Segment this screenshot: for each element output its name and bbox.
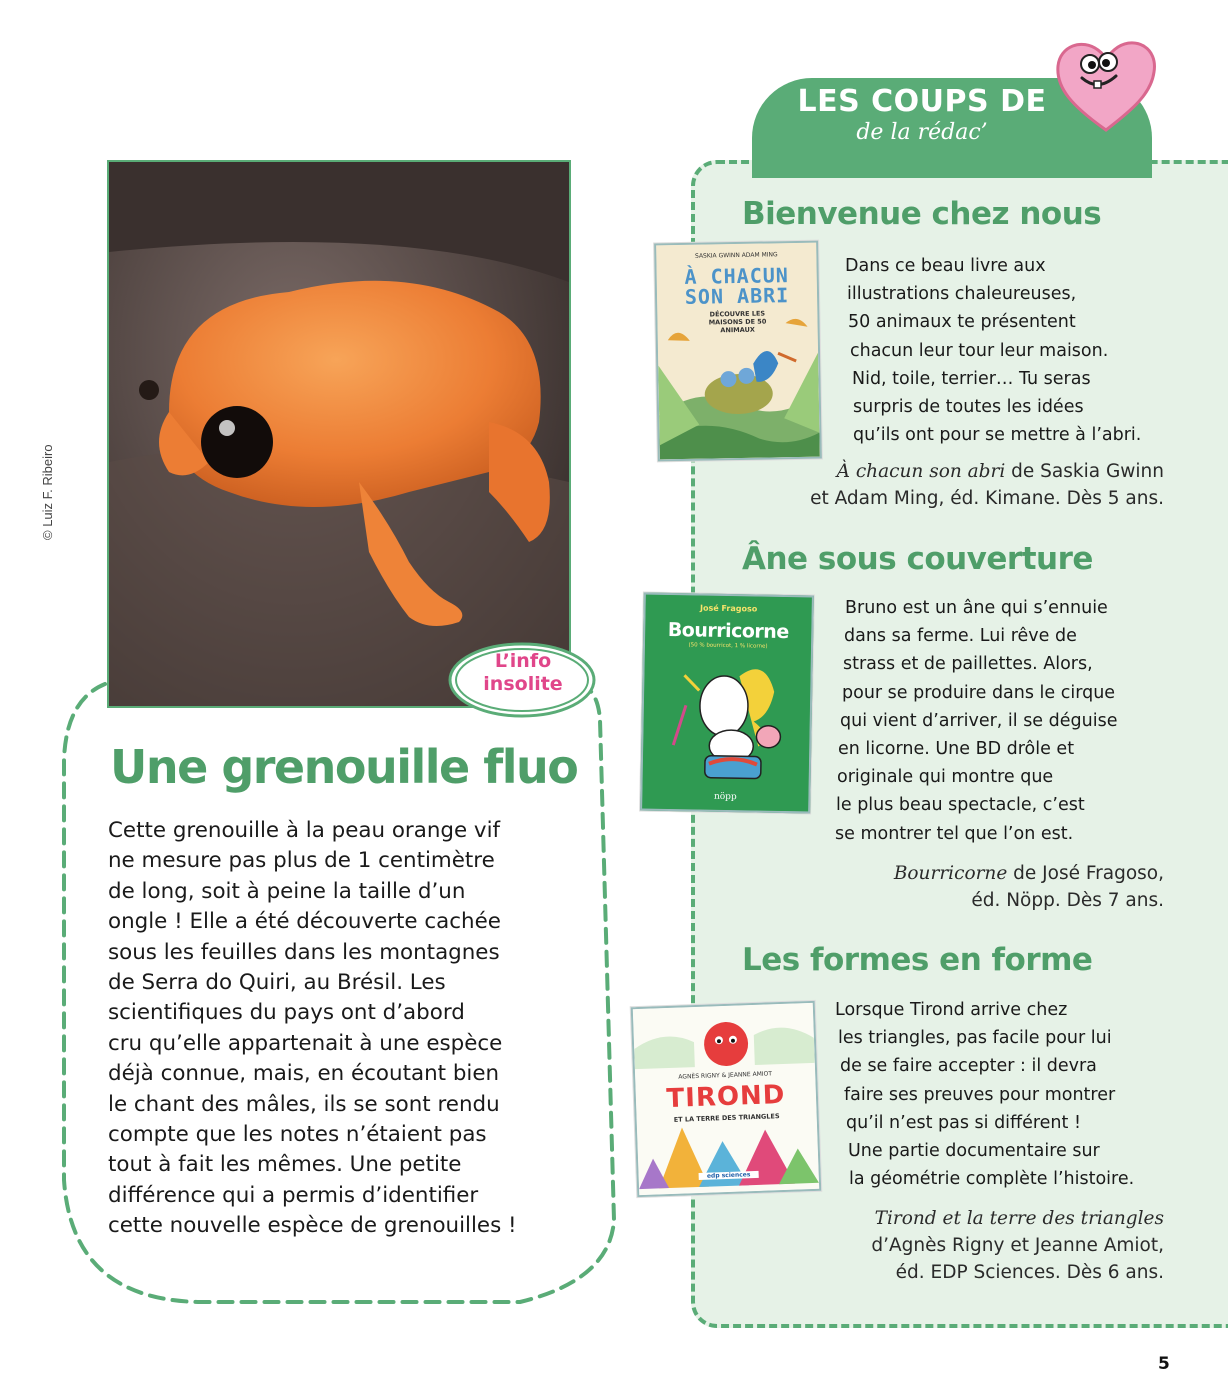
- book-work-title: À chacun son abri: [836, 461, 1006, 482]
- body-line: ne mesure pas plus de 1 centimètre: [108, 848, 495, 874]
- body-line: tout à fait les mêmes. Une petite: [108, 1152, 462, 1178]
- book-cover-tirond: [631, 1001, 822, 1197]
- credit-text: de Saskia Gwinn: [1005, 461, 1164, 482]
- badge-line: L’info: [494, 650, 552, 672]
- description-line: originale qui montre que: [837, 767, 1054, 788]
- body-line: de Serra do Quiri, au Brésil. Les: [108, 970, 446, 996]
- cover-title-line1: À CHACUN: [684, 263, 790, 289]
- description-line: le plus beau spectacle, c’est: [836, 795, 1085, 816]
- book-credit: [871, 1205, 1164, 1286]
- smiling-heart-icon: [1052, 36, 1160, 136]
- credit-text: éd. EDP Sciences. Dès 6 ans.: [895, 1262, 1164, 1283]
- description-line: Nid, toile, terrier… Tu seras: [852, 368, 1091, 389]
- cover-title-line2: SON ABRI: [684, 283, 790, 309]
- body-line: Cette grenouille à la peau orange vif: [108, 818, 501, 843]
- description-line: Lorsque Tirond arrive chez: [835, 1000, 1068, 1020]
- book-title: Bienvenue chez nous: [742, 196, 1102, 232]
- body-line: sous les feuilles dans les montagnes: [108, 939, 500, 965]
- description-line: illustrations chaleureuses,: [847, 284, 1077, 305]
- description-line: 50 animaux te présentent: [848, 312, 1076, 333]
- body-line: différence qui a permis d’identifier: [108, 1182, 479, 1208]
- section-title: LES COUPS DE: [797, 84, 1047, 119]
- credit-text: de José Fragoso,: [1007, 863, 1164, 884]
- page-number: 5: [1158, 1354, 1170, 1374]
- info-badge-label: [450, 650, 596, 696]
- body-line: de long, soit à peine la taille d’un: [108, 878, 466, 904]
- description-line: faire ses preuves pour montrer: [844, 1084, 1116, 1105]
- cover-author: José Fragoso: [699, 603, 758, 614]
- cover-title: TIROND: [666, 1079, 786, 1115]
- description-line: dans sa ferme. Lui rêve de: [844, 626, 1077, 647]
- description-line: surpris de toutes les idées: [853, 397, 1084, 418]
- description-line: se montrer tel que l’on est.: [835, 823, 1074, 844]
- credit-text: d’Agnès Rigny et Jeanne Amiot,: [871, 1235, 1164, 1256]
- body-line: cru qu’elle appartenait à une espèce: [108, 1030, 503, 1056]
- description-line: en licorne. Une BD drôle et: [838, 739, 1075, 760]
- article-title: Une grenouille fluo: [110, 740, 578, 794]
- description-line: la géométrie complète l’histoire.: [849, 1169, 1135, 1190]
- section-subtitle: de la rédac’: [856, 120, 988, 145]
- book-title: Âne sous couverture: [742, 541, 1093, 577]
- body-line: cette nouvelle espèce de grenouilles !: [108, 1213, 517, 1239]
- photo-credit: © Luiz F. Ribeiro: [40, 444, 55, 540]
- badge-line: insolite: [483, 673, 563, 695]
- description-line: les triangles, pas facile pour lui: [838, 1028, 1112, 1049]
- article-body: [108, 816, 578, 1242]
- description-line: Une partie documentaire sur: [848, 1141, 1100, 1162]
- cover-publisher: edp sciences: [699, 1171, 759, 1180]
- cover-publisher: nöpp: [713, 791, 737, 803]
- body-line: le chant des mâles, ils se sont rendu: [108, 1091, 500, 1117]
- description-line: qu’il n’est pas si différent !: [846, 1112, 1081, 1133]
- frog-photo: [107, 160, 571, 708]
- credit-text: éd. Nöpp. Dès 7 ans.: [971, 890, 1164, 911]
- cover-subtitle: (50 % bourricot, 1 % licorne): [688, 642, 768, 650]
- description-line: chacun leur tour leur maison.: [850, 340, 1109, 361]
- cover-subtitle: DÉCOUVRE LES MAISONS DE 50 ANIMAUX: [708, 309, 767, 335]
- cover-authors: SASKIA GWINN ADAM MING: [694, 251, 778, 260]
- book-cover-a-chacun-son-abri: [654, 241, 822, 462]
- description-line: strass et de paillettes. Alors,: [843, 654, 1093, 675]
- cover-subtitle: ET LA TERRE DES TRIANGLES: [673, 1112, 780, 1124]
- body-line: ongle ! Elle a été découverte cachée: [108, 909, 501, 935]
- body-line: scientifiques du pays ont d’abord: [108, 1000, 465, 1026]
- cover-authors: AGNÈS RIGNY & JEANNE AMIOT: [678, 1070, 773, 1081]
- description-line: Bruno est un âne qui s’ennuie: [845, 598, 1108, 618]
- book-work-title: Tirond et la terre des triangles: [874, 1208, 1164, 1229]
- description-line: Dans ce beau livre aux: [845, 256, 1046, 276]
- credit-text: et Adam Ming, éd. Kimane. Dès 5 ans.: [810, 488, 1164, 509]
- book-title: Les formes en forme: [742, 942, 1093, 978]
- book-description: [835, 594, 1117, 848]
- book-description: [835, 996, 1134, 1193]
- book-credit: [894, 860, 1164, 914]
- description-line: pour se produire dans le cirque: [842, 682, 1116, 703]
- book-description: [845, 252, 1141, 449]
- body-line: compte que les notes n’étaient pas: [108, 1122, 487, 1148]
- book-credit: [810, 458, 1164, 512]
- description-line: de se faire accepter : il devra: [840, 1056, 1097, 1077]
- body-line: déjà connue, mais, en écoutant bien: [108, 1061, 500, 1087]
- book-cover-bourricorne: [640, 593, 814, 814]
- book-work-title: Bourricorne: [893, 863, 1008, 884]
- description-line: qu’ils ont pour se mettre à l’abri.: [853, 425, 1142, 446]
- cover-title: Bourricorne: [667, 618, 789, 644]
- description-line: qui vient d’arriver, il se déguise: [840, 710, 1118, 731]
